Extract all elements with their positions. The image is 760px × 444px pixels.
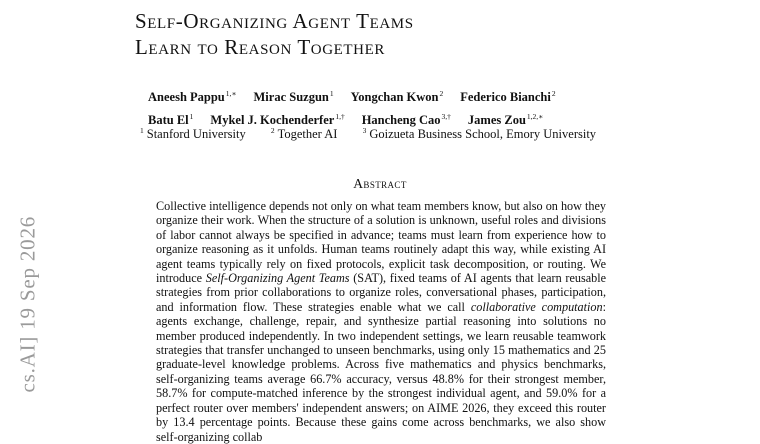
affiliation-name: Together AI [277, 127, 338, 141]
affiliation-name: Goizueta Business School, Emory University [369, 127, 597, 141]
affiliation-name: Stanford University [146, 127, 246, 141]
author-list [148, 84, 573, 130]
affiliation [363, 127, 596, 141]
affiliation-number: 1 [140, 126, 144, 135]
author-name: Mykel J. Kochenderfer [210, 113, 335, 127]
author-name: James Zou [467, 113, 526, 127]
author-name: Hancheng Cao [361, 113, 441, 127]
abstract-body [156, 199, 606, 444]
author-row-1 [148, 84, 573, 107]
abstract-paragraph [156, 199, 606, 444]
author-affil-mark: 1 [329, 89, 334, 98]
arxiv-stamp: cs.AI] 19 Sep 2026 [15, 215, 40, 393]
author-affil-mark: 1,2,∗ [526, 112, 544, 121]
author-name: Batu El [148, 113, 189, 127]
author-affil-mark: 1,∗ [225, 89, 237, 98]
author-affil-mark: 2 [439, 89, 444, 98]
affiliation-number: 2 [270, 126, 275, 135]
author-affil-mark: 1,† [335, 112, 345, 121]
title-line-1: Self-Organizing Agent Teams [135, 9, 414, 33]
author-name: Mirac Suzgun [253, 90, 329, 104]
author [148, 84, 237, 107]
affiliation-number: 3 [362, 126, 367, 135]
author-name: Aneesh Pappu [148, 90, 225, 104]
abstract-text: : agents exchange, challenge, repair, and synthesize partial reasoning into solutions no member produced independently. In two independent settings, we learn reusable teamwork strategies that transfer unchanged to unseen benchmarks, using only 15 mathematics and 25 graduate-level knowledge problems. Across five mathematics and physics benchmarks, self-organizing teams average 66.7% accuracy, versus 48.8% for their strongest member, 58.7% for compute-matched inference by the strongest individual agent, and 59.0% for a perfect router over members' independent answers; on AIME 2026, they exceed this router by 13.4 percentage points. Because these gains come across benchmarks, we also show self-organizing collab [156, 299, 606, 444]
abstract-emphasis: collaborative computation [470, 299, 603, 314]
affiliation [271, 127, 338, 141]
author [460, 84, 555, 107]
author-name: Federico Bianchi [460, 90, 551, 104]
author-affil-mark: 1 [189, 112, 194, 121]
author-name: Yongchan Kwon [350, 90, 439, 104]
affiliation [140, 127, 246, 141]
author [351, 84, 444, 107]
abstract-emphasis: Self-Organizing Agent Teams [205, 271, 350, 286]
abstract-text: Collective intelligence depends not only on what team members know, but also on how they organize their work. When the structure of a solution is unknown, useful roles and divisions of labor cannot always be specified in advance; teams must learn from experience how to organize reasoning as it unfolds. Human teams routinely adapt this way, while existing AI agent teams typically rely on fixed protocols, explicit task decomposition, or routing. We introduce [156, 199, 606, 286]
paper-title [135, 8, 414, 60]
affiliations [140, 126, 618, 142]
author [254, 84, 334, 107]
title-line-2: Learn to Reason Together [135, 35, 385, 59]
author-affil-mark: 2 [551, 89, 556, 98]
author-affil-mark: 3,† [441, 112, 451, 121]
abstract-text: (SAT), fixed teams of AI agents that learn reusable strategies from prior collaborations to organize roles, conversational phases, participation, and information flow. These strategies enable what we call [156, 271, 606, 314]
abstract-heading: Abstract [353, 176, 407, 191]
